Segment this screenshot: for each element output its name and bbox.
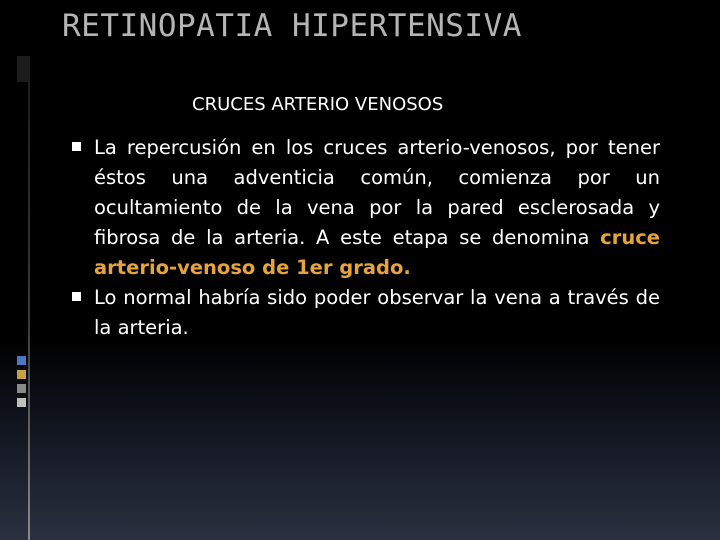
decorative-square — [17, 370, 26, 379]
decorative-square — [17, 356, 26, 365]
left-rule-line — [28, 56, 30, 540]
slide-title: RETINOPATIA HIPERTENSIVA — [62, 8, 522, 44]
bullet-text: Lo normal habría sido poder observar la vena a través de la arteria. — [94, 286, 660, 339]
list-item — [72, 283, 672, 343]
slide-subtitle: CRUCES ARTERIO VENOSOS — [192, 94, 444, 115]
bullet-text — [94, 133, 660, 283]
bullet-body-text: La repercusión en los cruces arterio-venosos, por tener éstos una adventicia común, comienza por un ocultamiento de la vena por la pared esclerosada y fibrosa de la arteria. A este etapa se denomina — [94, 136, 660, 249]
decorative-block — [17, 56, 28, 82]
decorative-square — [17, 384, 26, 393]
square-bullet-icon — [72, 292, 81, 301]
list-item — [72, 133, 672, 283]
highlighted-term: cruce arterio-venoso de 1er grado. — [94, 226, 660, 279]
bullet-list — [72, 133, 672, 343]
square-bullet-icon — [72, 142, 81, 151]
decorative-square — [17, 398, 26, 407]
